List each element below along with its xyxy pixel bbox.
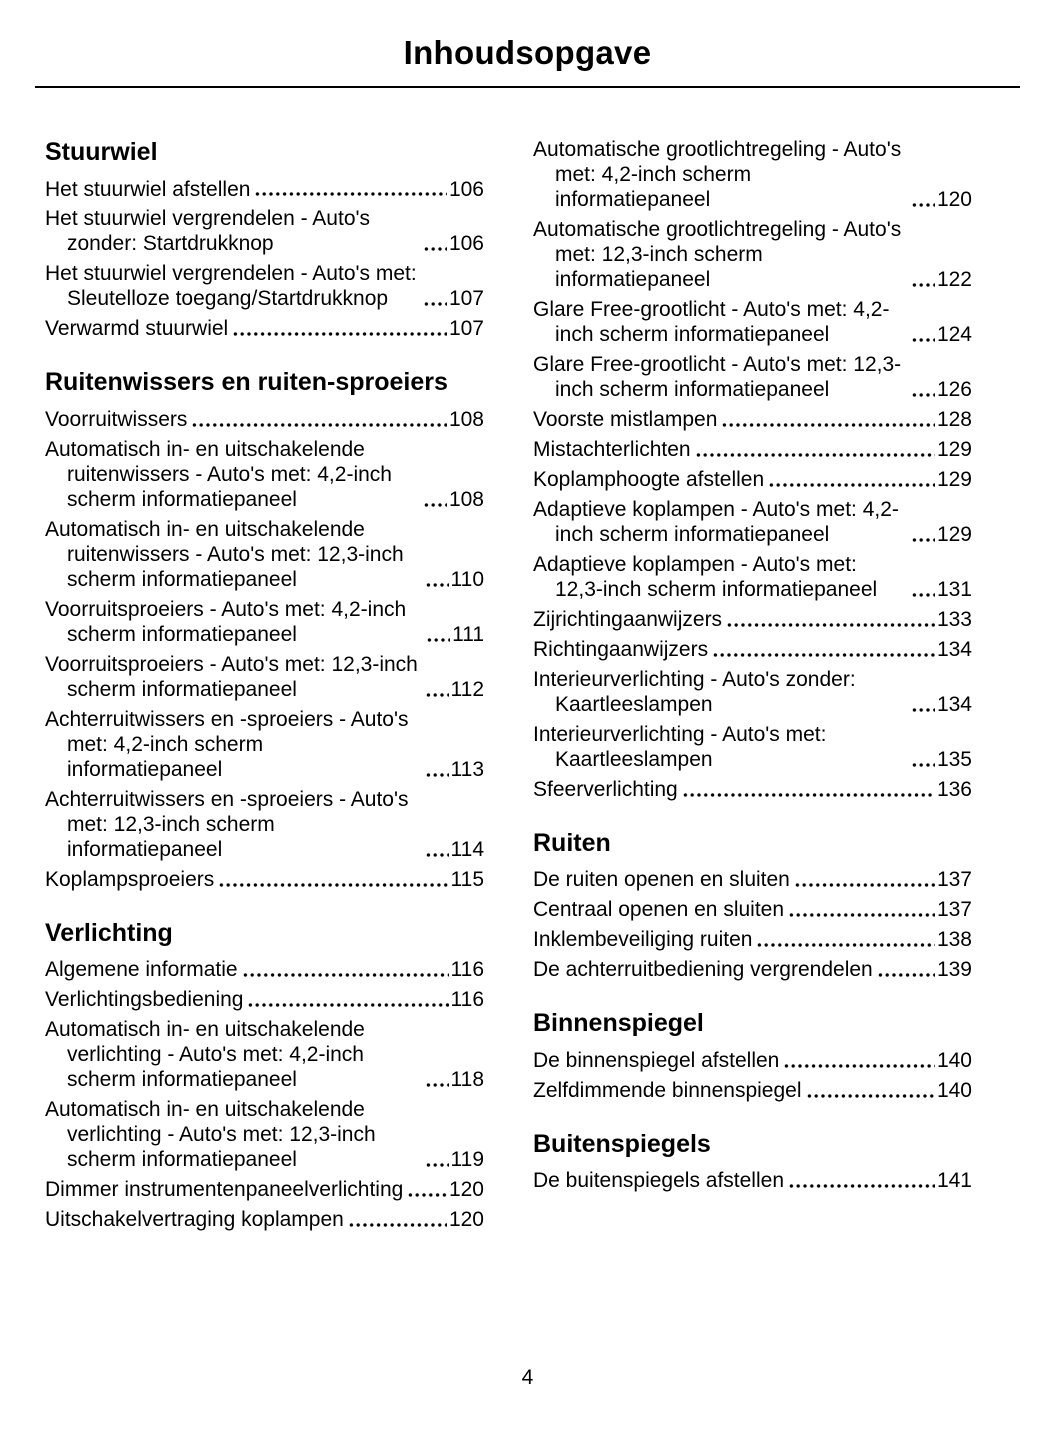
toc-entry-page: 126	[936, 377, 972, 401]
toc-entry	[533, 898, 972, 923]
dot-leader	[911, 203, 935, 207]
toc-entry	[45, 1178, 484, 1203]
section-heading: Verlichting	[45, 918, 173, 947]
toc-entry-page: 140	[936, 1048, 972, 1072]
toc	[0, 88, 1055, 1238]
toc-entry-title: Glare Free-grootlicht - Auto's met: 12,3-inch scherm informatiepaneel	[533, 352, 902, 401]
section-heading: Binnenspiegel	[533, 1009, 704, 1038]
toc-entry	[533, 928, 972, 953]
section-entries	[533, 868, 972, 983]
toc-entry	[533, 298, 972, 348]
toc-entry-title: Achterruitwissers en -sproeiers - Auto's met: 4,2-inch scherm informatiepaneel	[45, 707, 409, 781]
dot-leader	[768, 483, 935, 487]
toc-entry	[45, 178, 484, 203]
dot-leader	[911, 283, 935, 287]
toc-entry-page: 140	[936, 1078, 972, 1102]
dot-leader	[788, 1184, 935, 1188]
section-heading: Ruitenwissers en ruiten-sproeiers	[45, 368, 448, 397]
dot-leader	[712, 653, 935, 657]
toc-entry-title: Glare Free-grootlicht - Auto's met: 4,2-inch scherm informatiepaneel	[533, 297, 890, 346]
toc-entry-title: Automatische grootlichtregeling - Auto's met: 12,3-inch scherm informatiepaneel	[533, 217, 902, 291]
section-heading: Buitenspiegels	[533, 1129, 711, 1158]
toc-entry-title: Inklembeveiliging ruiten	[533, 928, 753, 952]
toc-entry-title: Voorruitsproeiers - Auto's met: 4,2-inch scherm informatiepaneel	[45, 597, 407, 646]
toc-entry-title: De buitenspiegels afstellen	[533, 1169, 784, 1193]
toc-section	[533, 1009, 972, 1103]
dot-leader	[911, 593, 935, 597]
toc-entry-title: De achterruitbediening vergrendelen	[533, 958, 873, 982]
toc-entry-title: Zelfdimmende binnenspiegel	[533, 1078, 802, 1102]
dot-leader	[191, 423, 447, 427]
toc-entry	[45, 1208, 484, 1233]
toc-entry-title: Centraal openen en sluiten	[533, 898, 785, 922]
toc-entry	[533, 438, 972, 463]
toc-entry	[45, 788, 484, 863]
toc-entry-title: Koplamphoogte afstellen	[533, 467, 765, 491]
dot-leader	[242, 973, 449, 977]
toc-entry	[533, 868, 972, 893]
toc-entry-page: 129	[936, 467, 972, 491]
toc-section	[45, 368, 484, 892]
toc-entry-page: 120	[448, 1207, 484, 1231]
toc-entry	[533, 408, 972, 433]
toc-entry-title: Automatisch in- en uitschakelende verlichting - Auto's met: 4,2-inch scherm informatiepaneel	[45, 1018, 365, 1092]
page-number: 4	[521, 1366, 534, 1389]
toc-entry	[45, 653, 484, 703]
toc-section	[533, 138, 972, 803]
section-entries	[533, 138, 972, 803]
toc-entry-title: Koplampsproeiers	[45, 867, 215, 891]
toc-column-right	[533, 138, 972, 1199]
toc-entry-title: Verwarmd stuurwiel	[45, 317, 229, 341]
toc-entry-title: Richtingaanwijzers	[533, 637, 709, 661]
toc-entry-page: 111	[452, 622, 484, 646]
toc-entry-title: Uitschakelvertraging koplampen	[45, 1207, 344, 1231]
toc-entry-title: Adaptieve koplampen - Auto's met: 12,3-inch scherm informatiepaneel	[533, 552, 878, 601]
toc-entry-page: 131	[936, 577, 972, 601]
toc-entry-page: 136	[936, 777, 972, 801]
toc-entry	[45, 868, 484, 893]
toc-section	[45, 919, 484, 1233]
toc-entry-page: 115	[450, 867, 484, 891]
toc-entry-page: 118	[450, 1068, 484, 1092]
dot-leader	[794, 883, 935, 887]
dot-leader	[247, 1003, 448, 1007]
toc-entry-page: 133	[936, 607, 972, 631]
toc-entry-page: 139	[936, 958, 972, 982]
section-entries	[533, 1049, 972, 1104]
dot-leader	[726, 623, 935, 627]
page-title: Inhoudsopgave	[403, 34, 652, 71]
dot-leader	[756, 943, 934, 947]
toc-entry-title: Mistachterlichten	[533, 437, 691, 461]
toc-entry	[45, 1098, 484, 1173]
toc-entry-page: 108	[448, 407, 484, 431]
section-heading: Stuurwiel	[45, 138, 158, 166]
dot-leader	[425, 583, 449, 587]
toc-entry-title: Het stuurwiel vergrendelen - Auto's met: Sleutelloze toegang/Startdrukknop	[45, 262, 417, 311]
toc-entry-page: 107	[448, 317, 484, 341]
toc-entry-title: Adaptieve koplampen - Auto's met: 4,2-inch scherm informatiepaneel	[533, 497, 899, 546]
toc-entry-page: 112	[450, 677, 484, 701]
toc-entry-page: 113	[450, 757, 484, 781]
section-heading: Ruiten	[533, 828, 611, 857]
dot-leader	[911, 708, 935, 712]
toc-entry-page: 116	[450, 988, 484, 1012]
toc-entry-page: 135	[936, 747, 972, 771]
toc-entry	[45, 708, 484, 783]
toc-entry	[45, 1018, 484, 1093]
dot-leader	[682, 793, 935, 797]
toc-entry-page: 120	[936, 187, 972, 211]
toc-section	[45, 138, 484, 342]
toc-entry	[533, 638, 972, 663]
toc-entry-page: 134	[936, 637, 972, 661]
toc-entry-title: Automatisch in- en uitschakelende ruitenwissers - Auto's met: 12,3-inch scherm informatiepaneel	[45, 517, 404, 591]
toc-entry	[533, 723, 972, 773]
toc-entry-title: Verlichtingsbediening	[45, 988, 244, 1012]
toc-entry-page: 141	[936, 1169, 972, 1193]
toc-entry	[45, 598, 484, 648]
dot-leader	[425, 693, 449, 697]
toc-entry-page: 120	[448, 1178, 484, 1201]
toc-entry	[533, 353, 972, 403]
toc-entry-page: 134	[936, 692, 972, 716]
toc-entry-title: Voorste mistlampen	[533, 407, 718, 431]
toc-entry	[533, 218, 972, 293]
toc-entry-page: 119	[450, 1148, 484, 1172]
toc-entry	[533, 608, 972, 633]
toc-entry-title: Algemene informatie	[45, 958, 238, 982]
dot-leader	[695, 453, 935, 457]
section-entries	[533, 1169, 972, 1194]
toc-entry-title: Dimmer instrumentenpaneelverlichting	[45, 1178, 404, 1201]
toc-entry-page: 129	[936, 522, 972, 546]
section-entries	[45, 178, 484, 343]
dot-leader	[254, 192, 447, 196]
toc-column-left	[45, 138, 484, 1238]
toc-entry-title: De ruiten openen en sluiten	[533, 868, 790, 892]
dot-leader	[806, 1094, 935, 1098]
toc-entry-title: Sfeerverlichting	[533, 777, 678, 801]
toc-entry-title: Interieurverlichting - Auto's met: Kaartleeslampen	[533, 722, 827, 771]
dot-leader	[911, 338, 935, 342]
dot-leader	[911, 763, 935, 767]
toc-entry	[45, 408, 484, 433]
dot-leader	[788, 913, 935, 917]
toc-entry-title: Het stuurwiel vergrendelen - Auto's zonder: Startdrukknop	[45, 207, 371, 256]
toc-entry-page: 137	[936, 868, 972, 892]
toc-entry-page: 106	[448, 232, 484, 256]
toc-entry	[533, 138, 972, 213]
toc-entry	[45, 438, 484, 513]
toc-entry	[45, 262, 484, 312]
toc-entry-page: 129	[936, 437, 972, 461]
toc-entry-title: Zijrichtingaanwijzers	[533, 607, 723, 631]
toc-entry-title: Voorruitwissers	[45, 407, 188, 431]
toc-entry-title: Automatische grootlichtregeling - Auto's met: 4,2-inch scherm informatiepaneel	[533, 138, 902, 211]
dot-leader	[783, 1064, 935, 1068]
dot-leader	[423, 247, 447, 251]
toc-entry-title: Achterruitwissers en -sproeiers - Auto's met: 12,3-inch scherm informatiepaneel	[45, 787, 409, 861]
toc-entry	[533, 553, 972, 603]
dot-leader	[423, 302, 447, 306]
toc-entry-page: 116	[450, 958, 484, 982]
toc-entry-page: 128	[936, 407, 972, 431]
dot-leader	[425, 773, 449, 777]
section-entries	[45, 408, 484, 893]
toc-entry-page: 108	[448, 487, 484, 511]
toc-entry-title: Voorruitsproeiers - Auto's met: 12,3-inch scherm informatiepaneel	[45, 652, 418, 701]
toc-entry	[533, 958, 972, 983]
dot-leader	[911, 393, 935, 397]
toc-entry-page: 137	[936, 898, 972, 922]
toc-entry-title: Automatisch in- en uitschakelende ruitenwissers - Auto's met: 4,2-inch scherm informatiepaneel	[45, 437, 392, 511]
dot-leader	[877, 973, 935, 977]
dot-leader	[911, 538, 935, 542]
dot-leader	[425, 853, 449, 857]
dot-leader	[425, 1163, 449, 1167]
toc-entry-title: Het stuurwiel afstellen	[45, 177, 251, 201]
toc-entry-title: Automatisch in- en uitschakelende verlichting - Auto's met: 12,3-inch scherm informatiepaneel	[45, 1098, 376, 1172]
toc-entry	[45, 317, 484, 342]
toc-entry	[45, 958, 484, 983]
toc-section	[533, 1130, 972, 1194]
toc-entry-page: 107	[448, 287, 484, 311]
toc-entry-page: 122	[936, 267, 972, 291]
toc-section	[533, 829, 972, 983]
toc-entry	[45, 518, 484, 593]
toc-entry	[533, 498, 972, 548]
dot-leader	[423, 503, 447, 507]
dot-leader	[721, 423, 935, 427]
dot-leader	[232, 332, 447, 336]
toc-entry-page: 124	[936, 322, 972, 346]
toc-entry-page: 138	[936, 928, 972, 952]
toc-entry	[533, 1049, 972, 1074]
toc-entry	[533, 1169, 972, 1194]
toc-entry	[45, 988, 484, 1013]
dot-leader	[425, 1083, 449, 1087]
dot-leader	[407, 1193, 447, 1197]
toc-entry	[533, 1079, 972, 1104]
toc-entry-title: Interieurverlichting - Auto's zonder: Kaartleeslampen	[533, 667, 856, 716]
dot-leader	[426, 638, 450, 642]
section-entries	[45, 958, 484, 1233]
page-header	[0, 34, 1055, 88]
dot-leader	[218, 883, 448, 887]
toc-entry	[533, 778, 972, 803]
toc-entry	[533, 668, 972, 718]
page-footer	[0, 1366, 1055, 1390]
toc-entry-page: 114	[450, 837, 484, 861]
toc-entry-title: De binnenspiegel afstellen	[533, 1048, 780, 1072]
dot-leader	[348, 1223, 447, 1227]
toc-entry	[45, 207, 484, 257]
toc-entry-page: 110	[450, 567, 484, 591]
toc-entry	[533, 468, 972, 493]
toc-entry-page: 106	[448, 177, 484, 201]
